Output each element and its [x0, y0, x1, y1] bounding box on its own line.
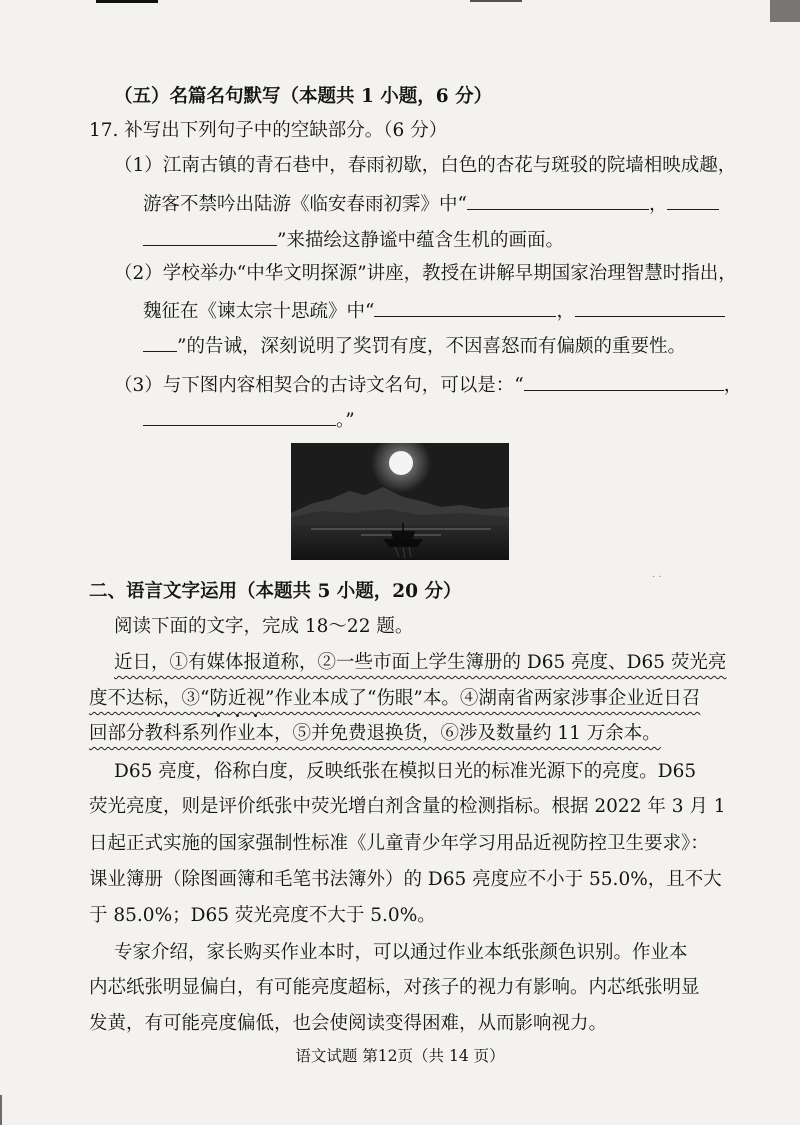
p1-line2-text	[89, 688, 700, 709]
answer-blank-1b[interactable]	[667, 191, 719, 210]
answer-blank-2c[interactable]	[143, 333, 177, 352]
dotted-char-1: 防	[209, 688, 228, 709]
q17-item1-line1: （1）江南古镇的青石巷中，春雨初歇，白色的杏花与斑驳的院墙相映成趣，	[114, 155, 737, 176]
answer-blank-2a[interactable]	[374, 298, 556, 317]
moonlit-lake-photo	[291, 443, 509, 560]
q17-item3-line1	[114, 372, 742, 398]
scan-mark-top-right	[770, 0, 800, 22]
q17-item2-line3	[143, 333, 686, 359]
q17-item2-suffix: ”的告诫，深刻说明了奖罚有度，不因喜怒而有偏颇的重要性。	[177, 336, 686, 357]
p3-line3: 发黄，有可能亮度偏低，也会使阅读变得困难，从而影响视力。	[89, 1013, 608, 1034]
q17-item2-line1: （2）学校举办“中华文明探源”讲座，教授在讲解早期国家治理智慧时指出，	[114, 263, 737, 284]
scan-mark-top-center	[470, 0, 522, 2]
answer-blank-1a[interactable]	[467, 191, 649, 210]
scan-speck: · ·	[652, 572, 662, 583]
scan-mark-left-edge	[0, 1095, 2, 1125]
answer-blank-3b[interactable]	[143, 407, 336, 426]
answer-blank-1c[interactable]	[143, 227, 277, 246]
moon	[389, 451, 413, 475]
p3-line2: 内芯纸张明显偏白，有可能亮度超标，对孩子的视力有影响。内芯纸张明显	[89, 977, 700, 998]
p2-line2: 荧光亮度，则是评价纸张中荧光增白剂含量的检测指标。根据 2022 年 3 月 1	[89, 796, 726, 817]
q17-item1-comma: ，	[648, 194, 668, 215]
p1-line3	[89, 722, 661, 746]
p2-line3: 日起正式实施的国家强制性标准《儿童青少年学习用品近视防控卫生要求》：	[89, 833, 709, 854]
p1-line1-text: 近日，①有媒体报道称，②一些市面上学生簿册的 D65 亮度、D65 荧光亮	[114, 652, 727, 673]
section5-title: （五）名篇名句默写（本题共 1 小题，6 分）	[114, 86, 493, 107]
page-footer: 语文试题 第12页（共 14 页）	[295, 1047, 505, 1065]
q17-item2-comma: ，	[556, 301, 575, 322]
reading-instruction: 阅读下面的文字，完成 18～22 题。	[114, 616, 414, 637]
q17-item2-prefix: 魏征在《谏太宗十思疏》中“	[143, 301, 375, 322]
scan-mark-top-left	[96, 0, 158, 3]
p1-line2-part-b: ”作业本成了“伤眼”本。④湖南省两家涉事企业近日召	[265, 688, 701, 709]
q17-item1-prefix: 游客不禁吟出陆游《临安春雨初霁》中“	[143, 194, 467, 215]
p2-line1: D65 亮度，俗称白度，反映纸张在模拟日光的标准光源下的亮度。D65	[114, 761, 697, 782]
q17-stem: 17. 补写出下列句子中的空缺部分。（6 分）	[89, 120, 448, 141]
dotted-char-2: 近	[227, 688, 247, 709]
p1-line3-text: 回部分教科系列作业本，⑤并免费退换货，⑥涉及数量约 11 万余本。	[89, 723, 661, 744]
p2-line5: 于 85.0%；D65 荧光亮度不大于 5.0%。	[89, 905, 436, 926]
p1-line2-part-a: 度不达标，③“	[89, 688, 210, 709]
p2-line4: 课业簿册（除图画簿和毛笔书法簿外）的 D65 亮度应不小于 55.0%，且不大	[89, 869, 722, 890]
answer-blank-2b[interactable]	[575, 298, 725, 317]
p3-line1: 专家介绍，家长购买作业本时，可以通过作业本纸张颜色识别。作业本	[114, 942, 688, 963]
q17-item1-suffix: ”来描绘这静谧中蕴含生机的画面。	[277, 230, 564, 251]
q17-item3-comma: ，	[723, 375, 743, 396]
dotted-char-3: 视	[246, 688, 266, 709]
q17-item3-line2	[143, 407, 355, 433]
answer-blank-3a[interactable]	[524, 372, 724, 391]
q17-item1-line3	[143, 227, 564, 253]
p1-line1	[114, 651, 726, 675]
p1-line2	[89, 687, 700, 711]
section2-title: 二、语言文字运用（本题共 5 小题，20 分）	[89, 581, 462, 602]
q17-item1-line2	[143, 191, 719, 217]
q17-item2-line2	[143, 298, 725, 324]
q17-item3-prefix: （3）与下图内容相契合的古诗文名句，可以是：“	[114, 375, 524, 396]
q17-item3-suffix: 。”	[336, 410, 355, 431]
